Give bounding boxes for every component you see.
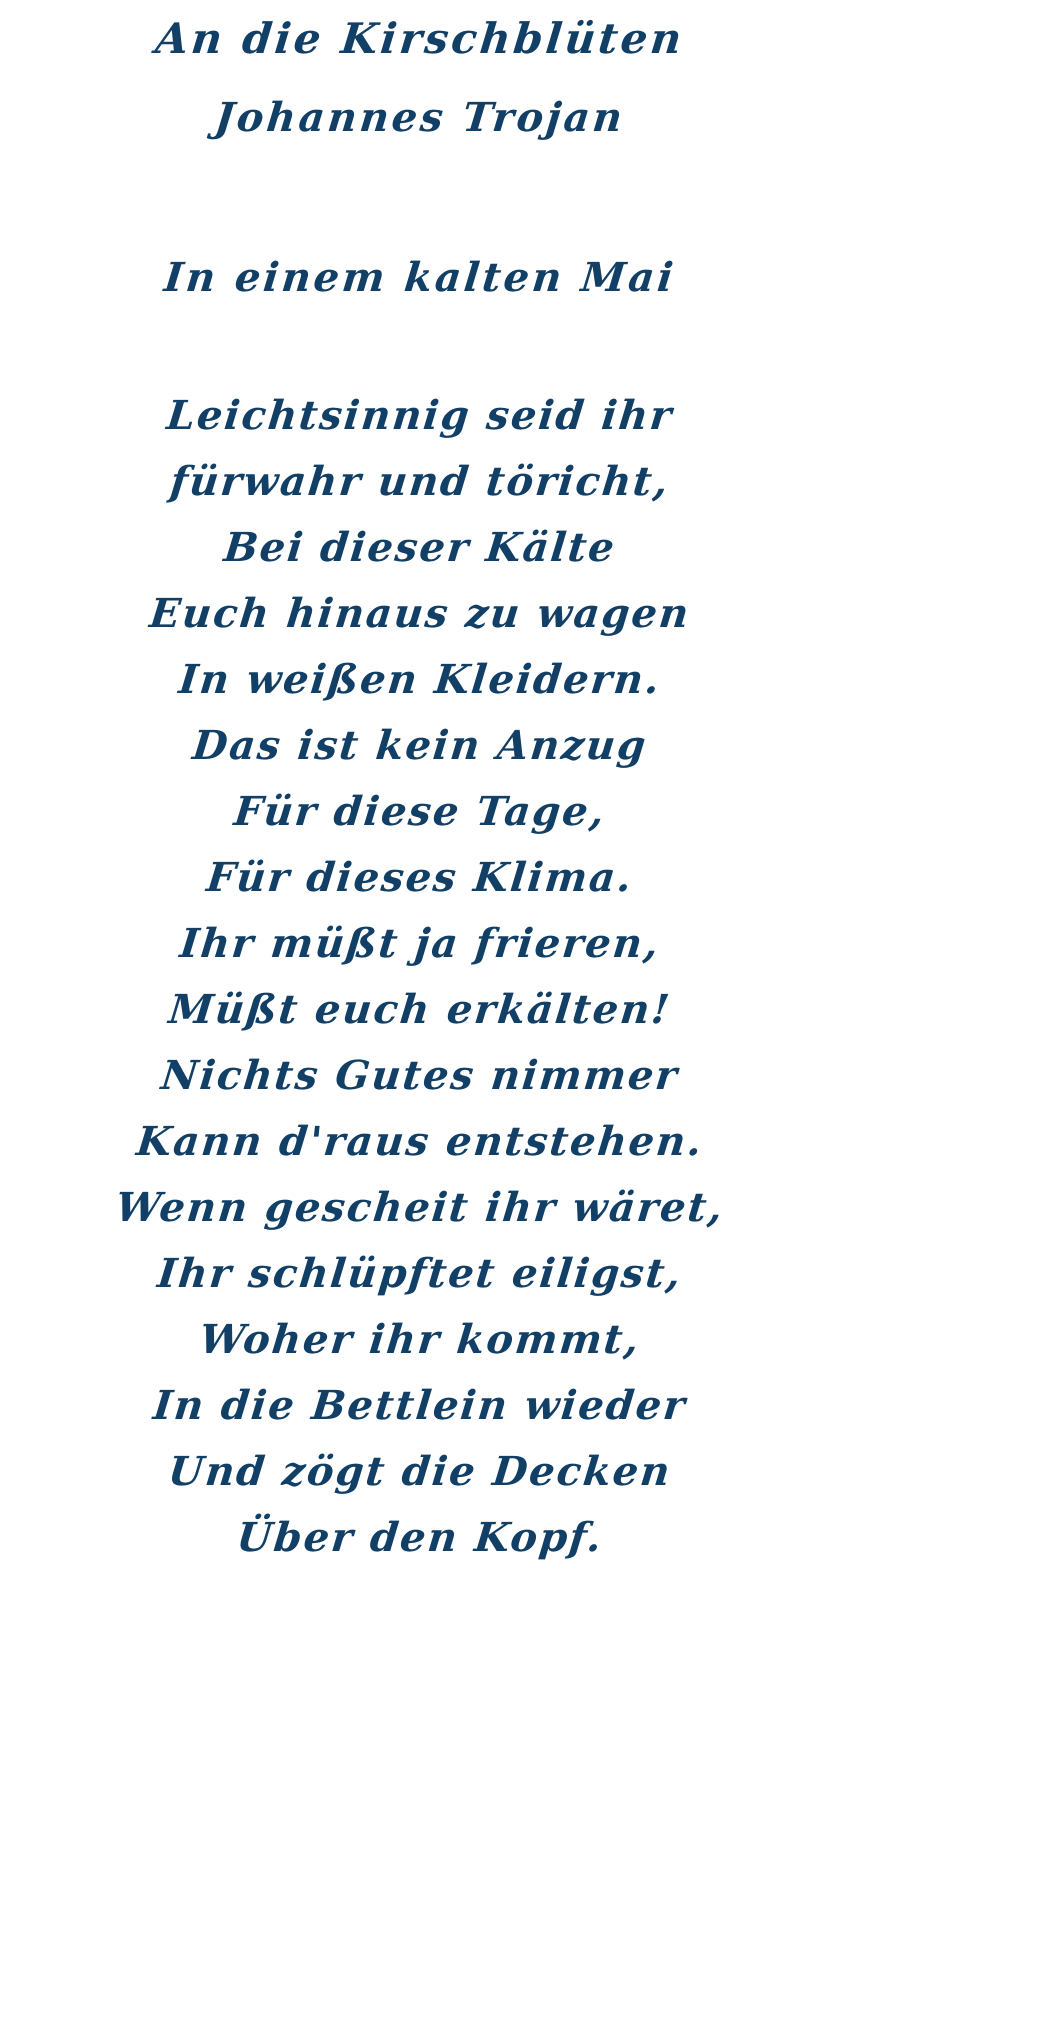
poem-line: Müßt euch erkälten!	[166, 986, 674, 1033]
poem-author: Johannes Trojan	[212, 94, 628, 141]
poem-line: Und zögt die Decken	[166, 1448, 674, 1495]
poem-line: Euch hinaus zu wagen	[147, 590, 693, 637]
poem-line: Über den Kopf.	[234, 1514, 606, 1561]
poem-line: Leichtsinnig seid ihr	[164, 392, 676, 439]
poem-title: An die Kirschblüten	[153, 14, 687, 63]
poem-subtitle: In einem kalten Mai	[161, 254, 679, 301]
poem-line: Kann d'raus entstehen.	[134, 1118, 706, 1165]
poem-stanza	[0, 392, 840, 1561]
poem-line: fürwahr und töricht,	[168, 458, 673, 505]
poem-line: Für diese Tage,	[231, 788, 609, 835]
poem-line: Nichts Gutes nimmer	[158, 1052, 682, 1099]
poem-line: Ihr müßt ja frieren,	[177, 920, 663, 967]
poem-line: Das ist kein Anzug	[190, 722, 650, 769]
poem-line: Woher ihr kommt,	[197, 1316, 643, 1363]
poem-line: In die Bettlein wieder	[151, 1382, 689, 1429]
poem-line: In weißen Kleidern.	[176, 656, 664, 703]
poem-line: Wenn gescheit ihr wäret,	[113, 1184, 727, 1231]
poem-line: Bei dieser Kälte	[221, 524, 619, 571]
poem-line: Ihr schlüpftet eiligst,	[155, 1250, 685, 1297]
poem-line: Für dieses Klima.	[204, 854, 636, 901]
